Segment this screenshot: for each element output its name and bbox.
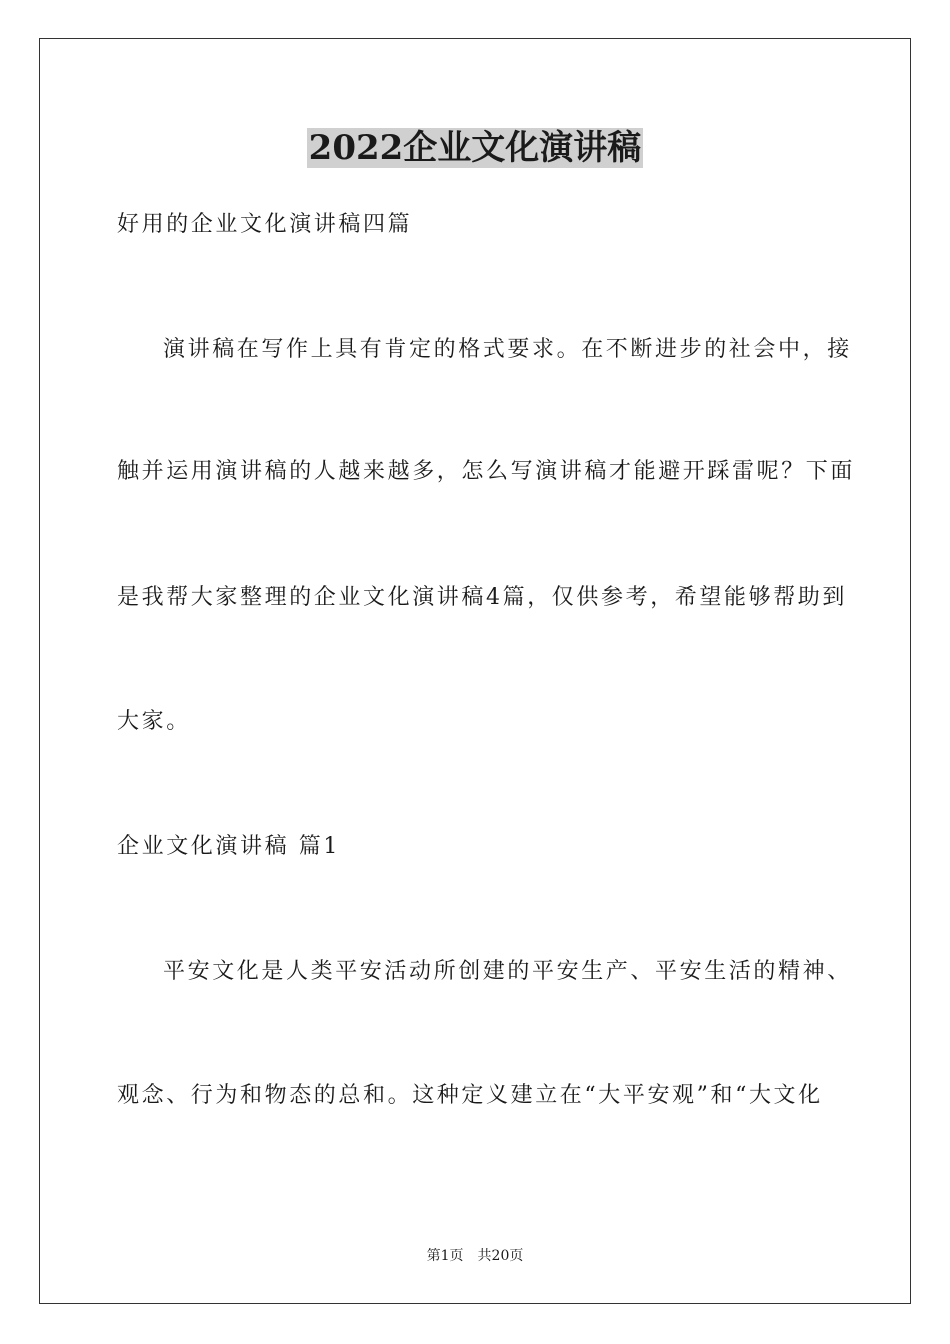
paragraph-line: 是我帮大家整理的企业文化演讲稿4篇，仅供参考，希望能够帮助到 [117,585,847,610]
paragraph-line: 大家。 [117,709,191,734]
section-heading: 企业文化演讲稿 篇1 [117,834,340,859]
page-footer: 第1页 共20页 [426,1248,524,1264]
document-title [0,126,950,170]
paragraph-line: 平安文化是人类平安活动所创建的平安生产、平安生活的精神、 [163,959,852,984]
paragraph-line: 触并运用演讲稿的人越来越多，怎么写演讲稿才能避开踩雷呢？下面 [117,459,856,484]
paragraph-line: 观念、行为和物态的总和。这种定义建立在“大平安观”和“大文化 [117,1083,823,1108]
document-title-text: 2022企业文化演讲稿 [308,128,642,168]
document-subtitle: 好用的企业文化演讲稿四篇 [117,212,413,237]
paragraph-line: 演讲稿在写作上具有肯定的格式要求。在不断进步的社会中，接 [163,337,852,362]
